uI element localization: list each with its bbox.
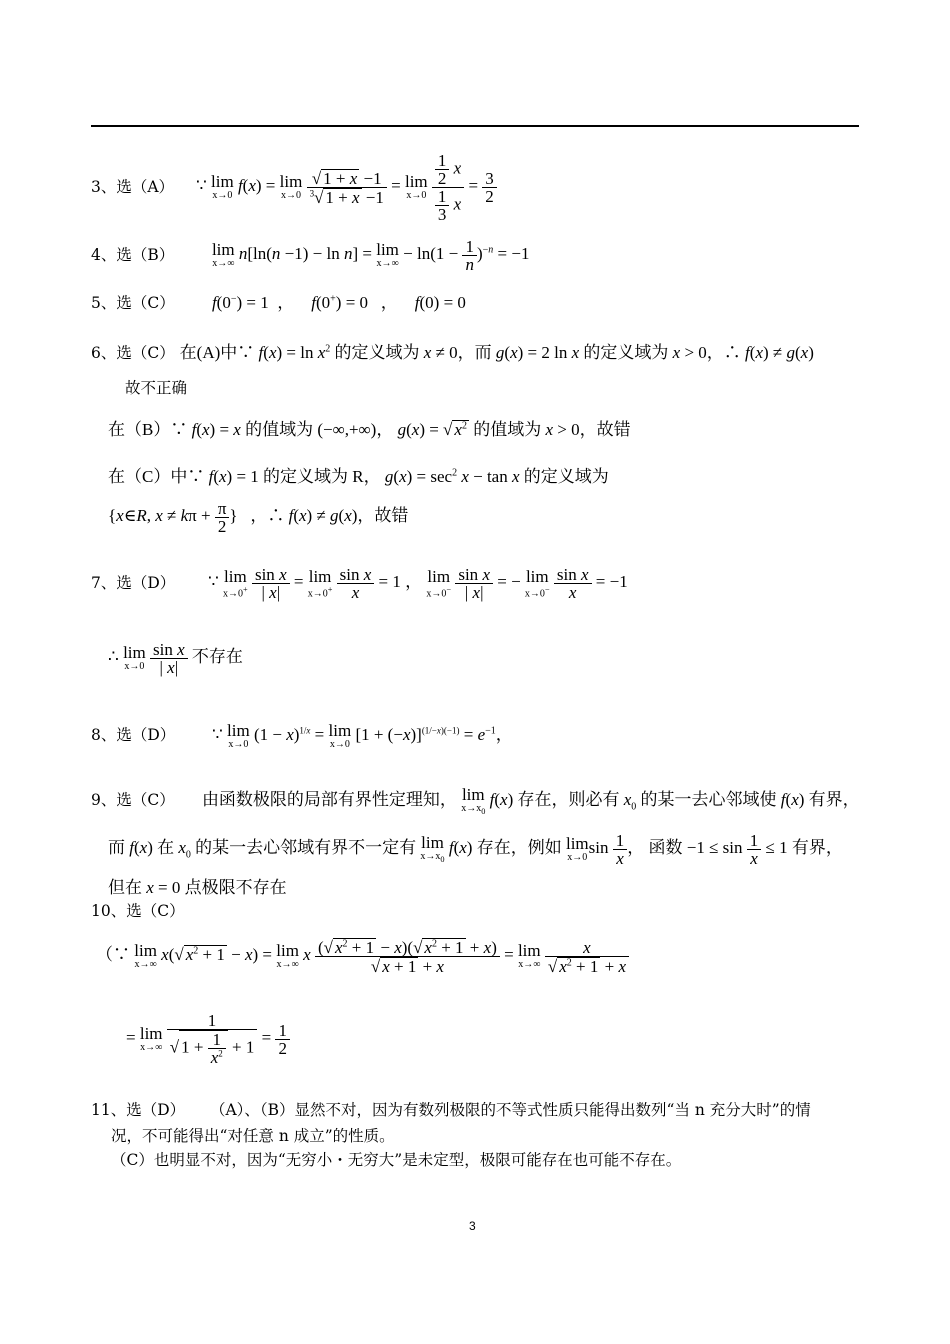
item-11-line-3 (111, 1153, 681, 1169)
item-4 (91, 238, 529, 273)
item-11-label: 11、选（D） (91, 1101, 186, 1119)
item-3-label: 3、选（A） (91, 177, 175, 196)
item-10-label-line (91, 904, 185, 920)
page-number: 3 (469, 1219, 476, 1233)
item-6-label: 6、选（C） (91, 344, 175, 362)
item-7-label: 7、选（D） (91, 573, 176, 592)
item-5-label: 5、选（C） (91, 294, 175, 312)
item-6-text-5: {x∈R, x ≠ kπ + $\frac{\pi}{2}$ } ，∴ f(x) ≠ g(x)，故错 (108, 499, 409, 536)
item-9-line-1 (91, 786, 860, 817)
item-11-line-1 (91, 1103, 811, 1119)
item-7-text-2: ∴ lim x→0 $\frac{\text{sin x}}{| x|}$ 不存在 (108, 640, 243, 677)
item-4-math: lim x→∞ n[ln(n −1) − ln n] = lim x→∞ − ln(1 − $\frac{1}{n}$ )$^{-n}$ = −1 (211, 237, 530, 274)
item-6-text-1: 在(A)中∵ $f(x) = \ln x^2$ 的定义域为 x ≠ 0，而 g(x) = 2 ln x 的定义域为 x > 0，∴ f(x) ≠ g(x) (179, 343, 814, 362)
item-8 (91, 722, 513, 750)
item-6-line-3 (108, 420, 631, 439)
item-6-line-2 (125, 381, 187, 397)
item-6-text-4: 在（C）中∵ f(x) = 1 的定义域为 R， $g(x) = \sec^2 x - \tan x$ 的定义域为 (108, 467, 609, 486)
item-11-text-2: 况，不可能得出“对任意 n 成立”的性质。 (111, 1127, 395, 1145)
item-10-text-1: （∵ lim x→∞ x(√ $x^2 + 1 - x) = \lim$ x→∞ x $\frac{(√ x^2 + 1 - x)(√ x^2 + 1 + x)}{√ x + 1 + x}$ = lim x→∞ $\frac{x}{√ x^2 + 1 + x}$ (96, 945, 629, 964)
item-9-text-1: 由函数极限的局部有界性定理知， lim $x\to x_0$ f(x) 存在，则必有 $x_0$ 的某一去心邻域使 f(x) 有界， (201, 785, 860, 816)
item-7-line-2 (108, 641, 243, 676)
item-11-text-1: （A）、（B）显然不对，因为有数列极限的不等式性质只能得出数列“当 n 充分大时”的情 (209, 1101, 811, 1119)
item-6-text-2: 故不正确 (125, 379, 188, 397)
item-9-line-2 (108, 832, 843, 867)
item-9-text-3: 但在 x = 0 点极限不存在 (108, 878, 287, 897)
item-11-line-2 (111, 1129, 395, 1145)
item-6-line-4 (108, 468, 609, 486)
item-9-label: 9、选（C） (91, 791, 175, 810)
item-6-line-5 (108, 500, 408, 535)
item-6-line-1 (91, 344, 814, 362)
item-3 (91, 152, 497, 223)
item-10-text-2: = lim x→∞ 1 √ 1 + $\frac{1}{x^2}$ + 1 = $\frac{1}{2}$ (126, 1028, 290, 1047)
item-11-text-3: （C）也明显不对，因为“无穷小・无穷大”是未定型，极限可能存在也可能不存在。 (111, 1151, 682, 1169)
item-5 (91, 294, 466, 312)
item-9-text-2: 而 f(x) 在 $x_0$ 的某一去心邻域有界不一定有 lim $x\to x_0$ f(x) 存在，例如 lim x→0 sin $\frac{1}{x}$ ， 函数 −1 ≤ sin $\frac{1}{x}$ ≤ 1 有界， (108, 831, 843, 868)
item-7-text-1: ∵ lim x→0+ $\frac{\text{sin x}}{| x|}$ = lim x→0+ $\frac{\text{sin x}}{x}$ = 1 ， lim x→0− $\frac{\text{sin x}}{| x|}$ = − lim x→0− $\frac{\text{sin x}}{x}$ = −1 (207, 565, 628, 602)
item-10-line-2 (126, 1012, 290, 1066)
item-8-label: 8、选（D） (91, 726, 176, 745)
item-3-math: ∵ lim x→0 f(x) = lim x→0 $\frac{√ 1 + x -1}{^3√ 1 + x -1}$ = lim x→0 $\frac{1}{2}$ x $\frac{1}{3}$ x = $\frac{3}{2}$ (196, 176, 497, 195)
item-7-line-1 (91, 566, 628, 601)
item-5-math: f(0−) = 1 ， f(0+) = 0 ， f(0) = 0 (211, 293, 466, 312)
item-10-label: 10、选（C） (91, 902, 185, 920)
item-9-line-3 (108, 879, 287, 897)
item-10-line-1 (96, 938, 629, 975)
header-rule (91, 125, 859, 127)
item-4-label: 4、选（B） (91, 245, 175, 264)
item-8-math: ∵ lim x→0 $(1 - x)^{1/x} = \lim$ x→0 $[1 + (-x)]^{(1/-x)(-1)} = e^{-1}$， (211, 721, 513, 750)
item-6-text-3: 在（B）∵ f(x) = x 的值域为 (−∞,+∞)， g(x) = √ $x^2$ 的值域为 x > 0，故错 (108, 420, 631, 439)
